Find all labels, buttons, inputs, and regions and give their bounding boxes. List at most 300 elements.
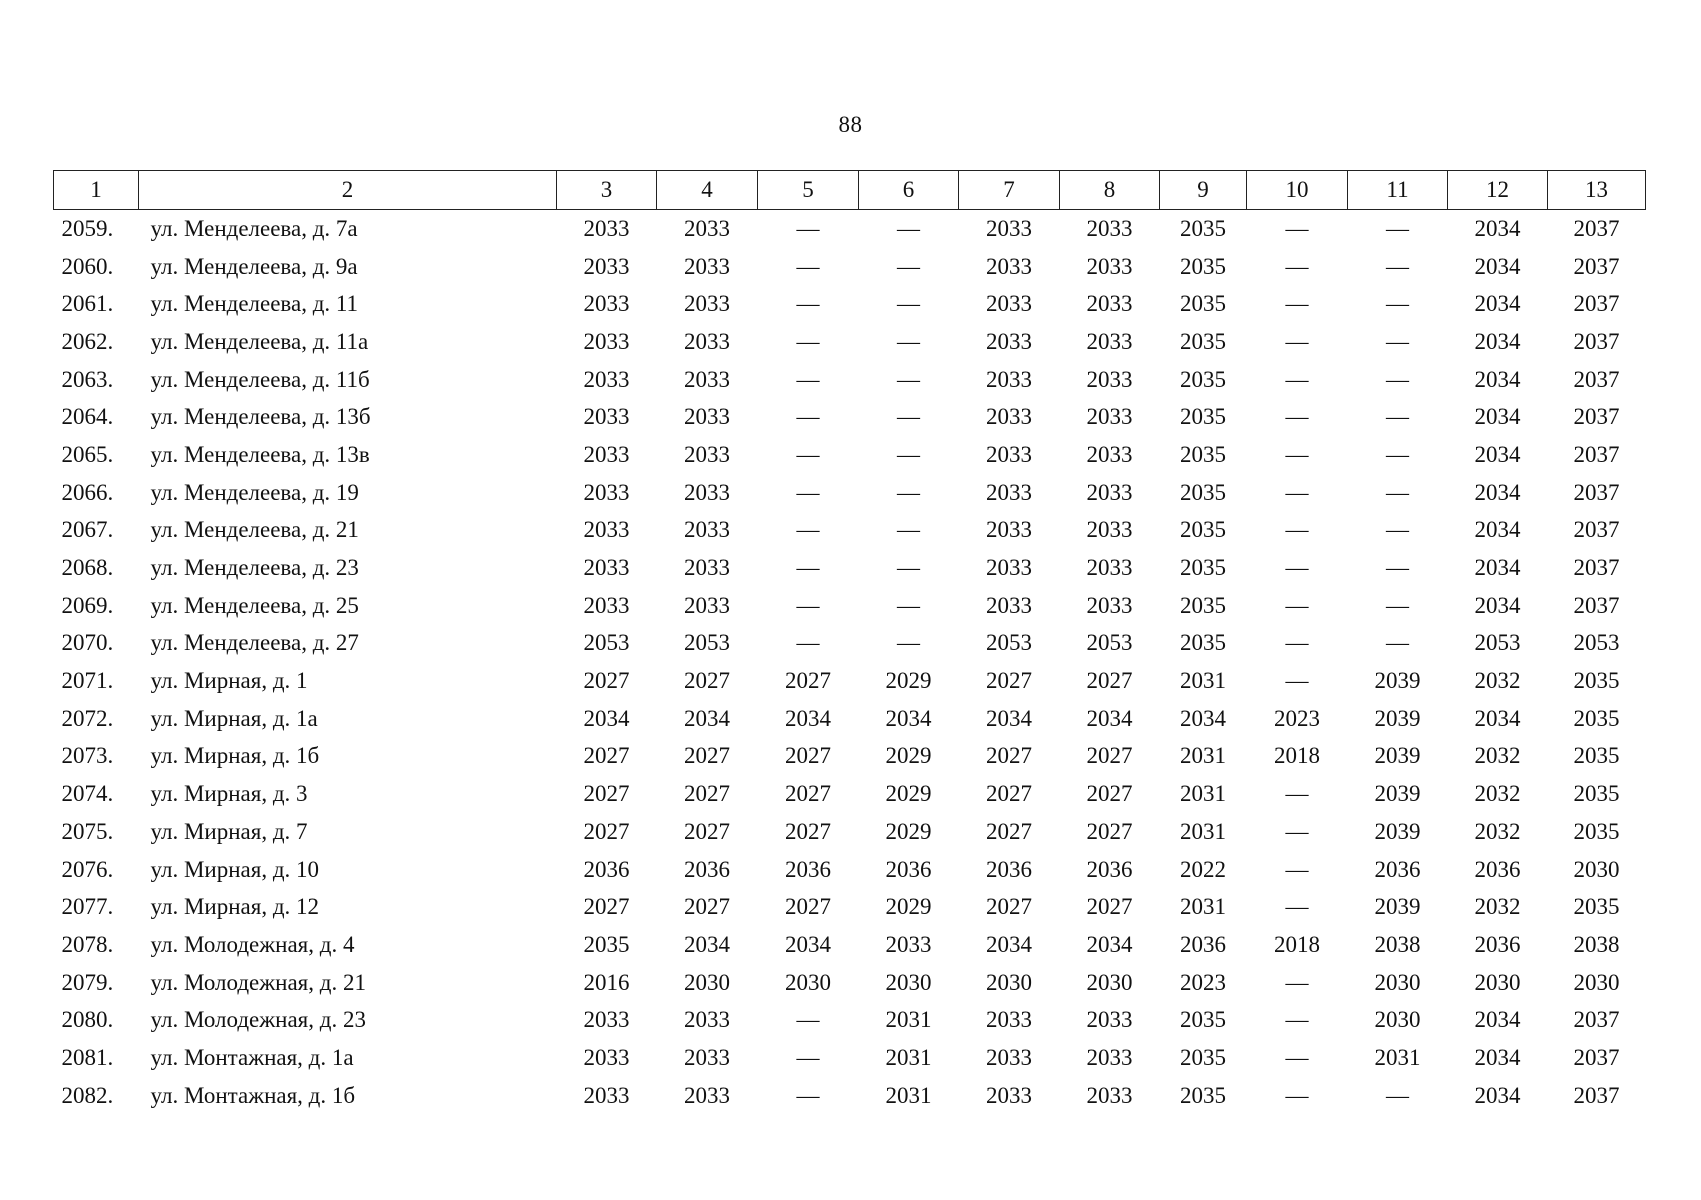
year-cell: 2033 [583,517,630,543]
table-row [54,1039,1646,1077]
year-cell: 2033 [986,253,1032,279]
year-cell: — [1386,215,1409,241]
address-cell: ул. Мирная, д. 3 [150,781,308,807]
column-header: 7 [959,171,1060,210]
year-cell: 2027 [583,668,630,694]
row-number: 2073. [61,743,114,769]
year-cell: 2035 [1180,441,1226,467]
year-cell: — [897,555,920,581]
year-cell: 2034 [1474,253,1521,279]
table-header-row [54,171,1646,210]
year-cell: — [1285,479,1309,505]
year-cell: — [796,215,820,241]
year-cell: 2033 [986,441,1032,467]
year-cell: 2033 [684,253,730,279]
year-cell: — [1386,479,1409,505]
year-cell: — [1285,781,1309,807]
year-cell: 2034 [1474,1082,1521,1108]
year-cell: 2027 [785,781,831,807]
year-cell: 2031 [1180,818,1226,844]
column-header: 13 [1548,171,1646,210]
year-cell: 2033 [583,404,630,430]
year-cell: 2033 [1086,1007,1133,1033]
year-cell: — [796,1007,820,1033]
year-cell: 2029 [885,818,932,844]
year-cell: — [897,291,920,317]
year-cell: 2035 [1180,555,1226,581]
year-cell: 2033 [1086,479,1133,505]
year-cell: 2034 [1474,366,1521,392]
year-cell: 2031 [885,1007,932,1033]
year-cell: 2034 [583,705,630,731]
year-cell: 2034 [1474,592,1521,618]
row-number: 2059. [61,215,114,241]
year-cell: 2033 [583,592,630,618]
year-cell: 2033 [583,366,630,392]
year-cell: 2027 [583,894,630,920]
year-cell: — [1386,592,1409,618]
year-cell: 2033 [1086,441,1133,467]
year-cell: 2033 [684,479,730,505]
year-cell: 2035 [1180,592,1226,618]
year-cell: 2034 [1086,705,1133,731]
row-number: 2072. [61,705,114,731]
address-cell: ул. Мирная, д. 1 [150,668,308,694]
address-cell: ул. Мирная, д. 1б [150,743,320,769]
year-cell: 2030 [1573,856,1620,882]
row-number: 2064. [61,404,114,430]
year-cell: 2033 [684,555,730,581]
table-row [54,964,1646,1002]
year-cell: 2033 [986,1007,1032,1033]
year-cell: 2033 [1086,1044,1133,1070]
year-cell: 2037 [1573,366,1620,392]
year-cell: 2034 [1474,441,1521,467]
year-cell: 2035 [583,931,630,957]
year-cell: — [1285,1007,1309,1033]
year-cell: 2033 [583,1007,630,1033]
year-cell: 2034 [885,705,932,731]
column-header: 1 [54,171,139,210]
year-cell: 2034 [1474,404,1521,430]
year-cell: 2027 [684,818,730,844]
row-number: 2082. [61,1082,114,1108]
year-cell: — [796,253,820,279]
column-header: 2 [139,171,557,210]
year-cell: — [897,253,920,279]
year-cell: 2034 [1474,1044,1521,1070]
year-cell: — [1285,630,1309,656]
address-cell: ул. Менделеева, д. 11 [150,291,359,317]
year-cell: 2033 [684,517,730,543]
year-cell: 2053 [1573,630,1620,656]
year-cell: 2037 [1573,328,1620,354]
table-row [54,587,1646,625]
row-number: 2068. [61,555,114,581]
year-cell: 2034 [1474,517,1521,543]
year-cell: 2033 [1086,517,1133,543]
year-cell: 2033 [986,555,1032,581]
year-cell: 2033 [684,592,730,618]
year-cell: 2027 [785,743,831,769]
address-cell: ул. Менделеева, д. 25 [150,592,359,618]
column-header: 12 [1448,171,1548,210]
year-cell: 2032 [1474,781,1521,807]
year-cell: 2033 [986,328,1032,354]
year-cell: — [1386,630,1409,656]
year-cell: 2036 [1474,856,1521,882]
address-cell: ул. Менделеева, д. 9а [150,253,358,279]
year-cell: — [1386,1082,1409,1108]
year-cell: 2030 [1374,969,1421,995]
address-cell: ул. Менделеева, д. 13б [150,404,371,430]
year-cell: 2033 [986,1082,1032,1108]
year-cell: 2035 [1180,1007,1226,1033]
year-cell: 2034 [1474,215,1521,241]
year-cell: 2032 [1474,894,1521,920]
year-cell: 2033 [986,215,1032,241]
year-cell: 2039 [1374,894,1421,920]
year-cell: 2033 [583,328,630,354]
table-row [54,625,1646,663]
column-header: 6 [859,171,959,210]
year-cell: 2036 [885,856,932,882]
year-cell: — [1285,441,1309,467]
year-cell: 2027 [684,781,730,807]
year-cell: 2030 [785,969,831,995]
year-cell: 2037 [1573,1007,1620,1033]
year-cell: 2037 [1573,404,1620,430]
year-cell: 2036 [785,856,831,882]
year-cell: 2027 [785,818,831,844]
year-cell: 2034 [1474,555,1521,581]
year-cell: 2039 [1374,668,1421,694]
row-number: 2079. [61,969,114,995]
year-cell: — [796,404,820,430]
year-cell: — [1285,592,1309,618]
year-cell: 2036 [1086,856,1133,882]
year-cell: 2033 [583,253,630,279]
year-cell: 2033 [684,1082,730,1108]
year-cell: — [1285,1044,1309,1070]
address-cell: ул. Менделеева, д. 19 [150,479,359,505]
year-cell: 2030 [986,969,1032,995]
table-row [54,926,1646,964]
year-cell: 2037 [1573,555,1620,581]
year-cell: 2027 [1086,894,1133,920]
year-cell: 2033 [1086,555,1133,581]
table-row [54,436,1646,474]
year-cell: 2018 [1274,931,1320,957]
year-cell: 2033 [684,328,730,354]
year-cell: 2027 [583,781,630,807]
year-cell: 2039 [1374,818,1421,844]
year-cell: 2053 [1086,630,1133,656]
year-cell: 2033 [986,291,1032,317]
year-cell: — [897,404,920,430]
year-cell: 2027 [684,894,730,920]
column-header: 4 [657,171,758,210]
year-cell: — [1285,818,1309,844]
year-cell: 2031 [1180,781,1226,807]
year-cell: 2037 [1573,253,1620,279]
year-cell: 2033 [986,1044,1032,1070]
table-row [54,775,1646,813]
year-cell: 2053 [1474,630,1521,656]
row-number: 2061. [61,291,114,317]
year-cell: 2033 [1086,592,1133,618]
address-cell: ул. Менделеева, д. 27 [150,630,359,656]
year-cell: — [1386,517,1409,543]
year-cell: 2029 [885,668,932,694]
year-cell: 2034 [1474,328,1521,354]
year-cell: 2033 [1086,215,1133,241]
year-cell: 2027 [583,818,630,844]
year-cell: 2027 [1086,781,1133,807]
year-cell: 2031 [1374,1044,1421,1070]
row-number: 2080. [61,1007,114,1033]
table-row [54,888,1646,926]
year-cell: 2033 [1086,253,1133,279]
year-cell: 2035 [1180,1082,1226,1108]
year-cell: 2027 [785,894,831,920]
year-cell: — [1285,668,1309,694]
year-cell: 2053 [684,630,730,656]
table-row [54,323,1646,361]
year-cell: 2035 [1180,1044,1226,1070]
year-cell: 2037 [1573,517,1620,543]
year-cell: 2033 [583,555,630,581]
year-cell: 2030 [885,969,932,995]
row-number: 2070. [61,630,114,656]
year-cell: 2031 [1180,743,1226,769]
year-cell: — [796,291,820,317]
year-cell: — [1285,555,1309,581]
address-cell: ул. Молодежная, д. 4 [150,931,355,957]
table-row [54,361,1646,399]
year-cell: 2033 [986,517,1032,543]
row-number: 2071. [61,668,114,694]
year-cell: 2023 [1180,969,1226,995]
year-cell: 2053 [583,630,630,656]
year-cell: 2032 [1474,818,1521,844]
year-cell: 2027 [1086,668,1133,694]
year-cell: — [796,517,820,543]
year-cell: 2027 [986,894,1032,920]
year-cell: 2032 [1474,743,1521,769]
year-cell: — [1285,328,1309,354]
year-cell: 2037 [1573,1082,1620,1108]
year-cell: 2033 [986,592,1032,618]
address-cell: ул. Менделеева, д. 11б [150,366,370,392]
year-cell: 2034 [1086,931,1133,957]
year-cell: 2035 [1180,291,1226,317]
table-row [54,1077,1646,1115]
year-cell: 2037 [1573,1044,1620,1070]
year-cell: 2037 [1573,215,1620,241]
year-cell: — [1285,856,1309,882]
year-cell: — [1386,291,1409,317]
address-cell: ул. Мирная, д. 12 [150,894,320,920]
year-cell: 2033 [1086,404,1133,430]
year-cell: — [1285,1082,1309,1108]
year-cell: 2030 [1573,969,1620,995]
table-row [54,738,1646,776]
address-cell: ул. Мирная, д. 1а [150,705,318,731]
year-cell: 2035 [1573,781,1620,807]
year-cell: 2034 [986,705,1032,731]
year-cell: 2023 [1274,705,1320,731]
row-number: 2077. [61,894,114,920]
year-cell: — [796,555,820,581]
year-cell: — [897,215,920,241]
column-header: 3 [557,171,657,210]
year-cell: 2034 [785,705,831,731]
year-cell: — [1386,366,1409,392]
year-cell: 2027 [986,668,1032,694]
year-cell: — [796,328,820,354]
year-cell: 2038 [1374,931,1421,957]
row-number: 2062. [61,328,114,354]
column-header: 5 [758,171,859,210]
year-cell: 2033 [583,441,630,467]
table-row [54,285,1646,323]
address-cell: ул. Мирная, д. 7 [150,818,308,844]
year-cell: 2036 [1474,931,1521,957]
year-cell: — [897,366,920,392]
year-cell: 2037 [1573,291,1620,317]
year-cell: 2030 [1474,969,1521,995]
year-cell: — [897,328,920,354]
year-cell: — [1285,215,1309,241]
year-cell: 2016 [583,969,630,995]
row-number: 2065. [61,441,114,467]
year-cell: 2033 [885,931,932,957]
year-cell: — [1386,328,1409,354]
year-cell: 2036 [1180,931,1226,957]
address-cell: ул. Молодежная, д. 23 [150,1007,366,1033]
year-cell: 2029 [885,781,932,807]
address-cell: ул. Менделеева, д. 11а [150,328,369,354]
year-cell: 2035 [1573,818,1620,844]
schedule-table [53,170,1646,1115]
year-cell: 2035 [1180,366,1226,392]
row-number: 2081. [61,1044,114,1070]
year-cell: 2033 [684,1044,730,1070]
year-cell: 2036 [684,856,730,882]
year-cell: 2027 [785,668,831,694]
table-row [54,1001,1646,1039]
year-cell: — [796,441,820,467]
year-cell: 2027 [986,743,1032,769]
table-row [54,248,1646,286]
year-cell: 2053 [986,630,1032,656]
year-cell: 2033 [684,215,730,241]
year-cell: 2036 [986,856,1032,882]
year-cell: 2035 [1180,517,1226,543]
address-cell: ул. Молодежная, д. 21 [150,969,366,995]
year-cell: 2033 [583,479,630,505]
column-header: 10 [1247,171,1348,210]
year-cell: 2031 [885,1044,932,1070]
year-cell: — [1285,253,1309,279]
year-cell: — [796,366,820,392]
year-cell: — [1285,366,1309,392]
page-number: 88 [838,112,863,137]
year-cell: — [897,441,920,467]
year-cell: 2033 [1086,1082,1133,1108]
year-cell: — [796,630,820,656]
year-cell: 2034 [1474,705,1521,731]
year-cell: — [1386,253,1409,279]
table-row [54,851,1646,889]
year-cell: 2035 [1180,253,1226,279]
table-row [54,210,1646,248]
year-cell: 2030 [684,969,730,995]
year-cell: — [1386,441,1409,467]
year-cell: 2032 [1474,668,1521,694]
year-cell: 2039 [1374,743,1421,769]
table-row [54,512,1646,550]
year-cell: — [1285,517,1309,543]
year-cell: 2018 [1274,743,1320,769]
year-cell: 2033 [684,366,730,392]
year-cell: 2035 [1573,705,1620,731]
year-cell: 2033 [684,1007,730,1033]
year-cell: 2033 [1086,328,1133,354]
year-cell: 2033 [684,441,730,467]
year-cell: 2034 [785,931,831,957]
year-cell: 2027 [684,743,730,769]
year-cell: — [1386,404,1409,430]
table-body [54,210,1646,1115]
year-cell: — [796,592,820,618]
year-cell: 2031 [885,1082,932,1108]
year-cell: 2035 [1180,479,1226,505]
year-cell: 2027 [986,781,1032,807]
year-cell: 2033 [986,366,1032,392]
row-number: 2078. [61,931,114,957]
year-cell: 2034 [1474,1007,1521,1033]
address-cell: ул. Менделеева, д. 21 [150,517,359,543]
year-cell: 2027 [583,743,630,769]
column-header: 11 [1348,171,1448,210]
year-cell: 2022 [1180,856,1226,882]
year-cell: — [1285,894,1309,920]
address-cell: ул. Мирная, д. 10 [150,856,320,882]
row-number: 2066. [61,479,114,505]
table-row [54,662,1646,700]
year-cell: 2027 [684,668,730,694]
row-number: 2076. [61,856,114,882]
year-cell: — [796,1044,820,1070]
year-cell: — [897,479,920,505]
year-cell: 2027 [1086,818,1133,844]
year-cell: 2029 [885,743,932,769]
column-header: 8 [1060,171,1160,210]
year-cell: — [897,630,920,656]
address-cell: ул. Монтажная, д. 1а [150,1044,354,1070]
row-number: 2075. [61,818,114,844]
year-cell: — [1285,969,1309,995]
year-cell: 2034 [1180,705,1226,731]
year-cell: 2029 [885,894,932,920]
table-row [54,549,1646,587]
year-cell: 2034 [986,931,1032,957]
year-cell: 2033 [1086,291,1133,317]
address-cell: ул. Менделеева, д. 13в [150,441,370,467]
year-cell: 2033 [986,404,1032,430]
